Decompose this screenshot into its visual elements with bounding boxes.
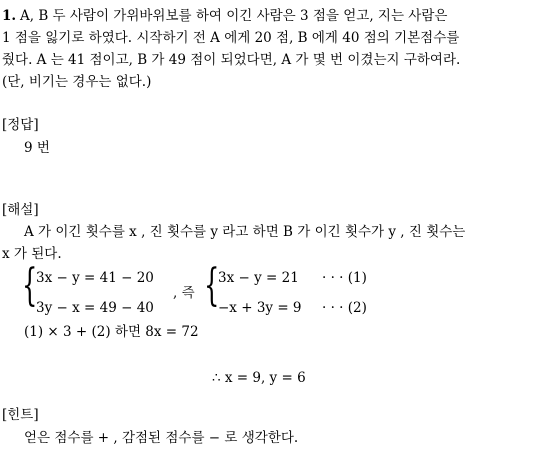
explanation-line-2: x 가 된다. [2,246,62,262]
left-brace-icon: { [204,260,220,311]
problem-line-2: 1 점을 잃기로 하였다. 시작하기 전 A 에게 20 점, B 에게 40 점의 기본점수를 [2,30,460,46]
result-equation: ∴ x = 9, y = 6 [212,370,306,386]
system1-equation-2: 3y − x = 49 − 40 [36,300,154,316]
problem-line-1: A, B 두 사람이 가위바위보를 하여 이긴 사람은 3 점을 얻고, 지는 사람은 [20,8,448,24]
problem-line-4: (단, 비기는 경우는 없다.) [2,74,152,90]
system2-equation-1: 3x − y = 21 [218,270,299,286]
system1-equation-1: 3x − y = 41 − 20 [36,270,154,286]
left-brace-icon: { [22,260,38,311]
problem-line-3: 줬다. A 는 41 점이고, B 가 49 점이 되었다면, A 가 몇 번 이겼는지 구하여라. [2,52,461,68]
system2-tag-2: · · · (2) [322,300,367,316]
combine-step: (1) × 3 + (2) 하면 8x = 72 [24,324,199,340]
answer-label: [정답] [2,117,39,133]
system2-tag-1: · · · (1) [322,270,367,286]
system2-equation-2: −x + 3y = 9 [218,300,302,316]
hint-label: [힌트] [2,407,39,423]
answer-value: 9 번 [24,140,50,156]
explanation-label: [해설] [2,202,39,218]
hint-text: 얻은 점수를 + , 감점된 점수를 − 로 생각한다. [24,430,299,446]
explanation-line-1: A 가 이긴 횟수를 x , 진 횟수를 y 라고 하면 B 가 이긴 횟수가 y , 진 횟수는 [24,224,466,240]
connector-text: , 즉 [173,285,195,301]
problem-number: 1. [2,8,17,24]
